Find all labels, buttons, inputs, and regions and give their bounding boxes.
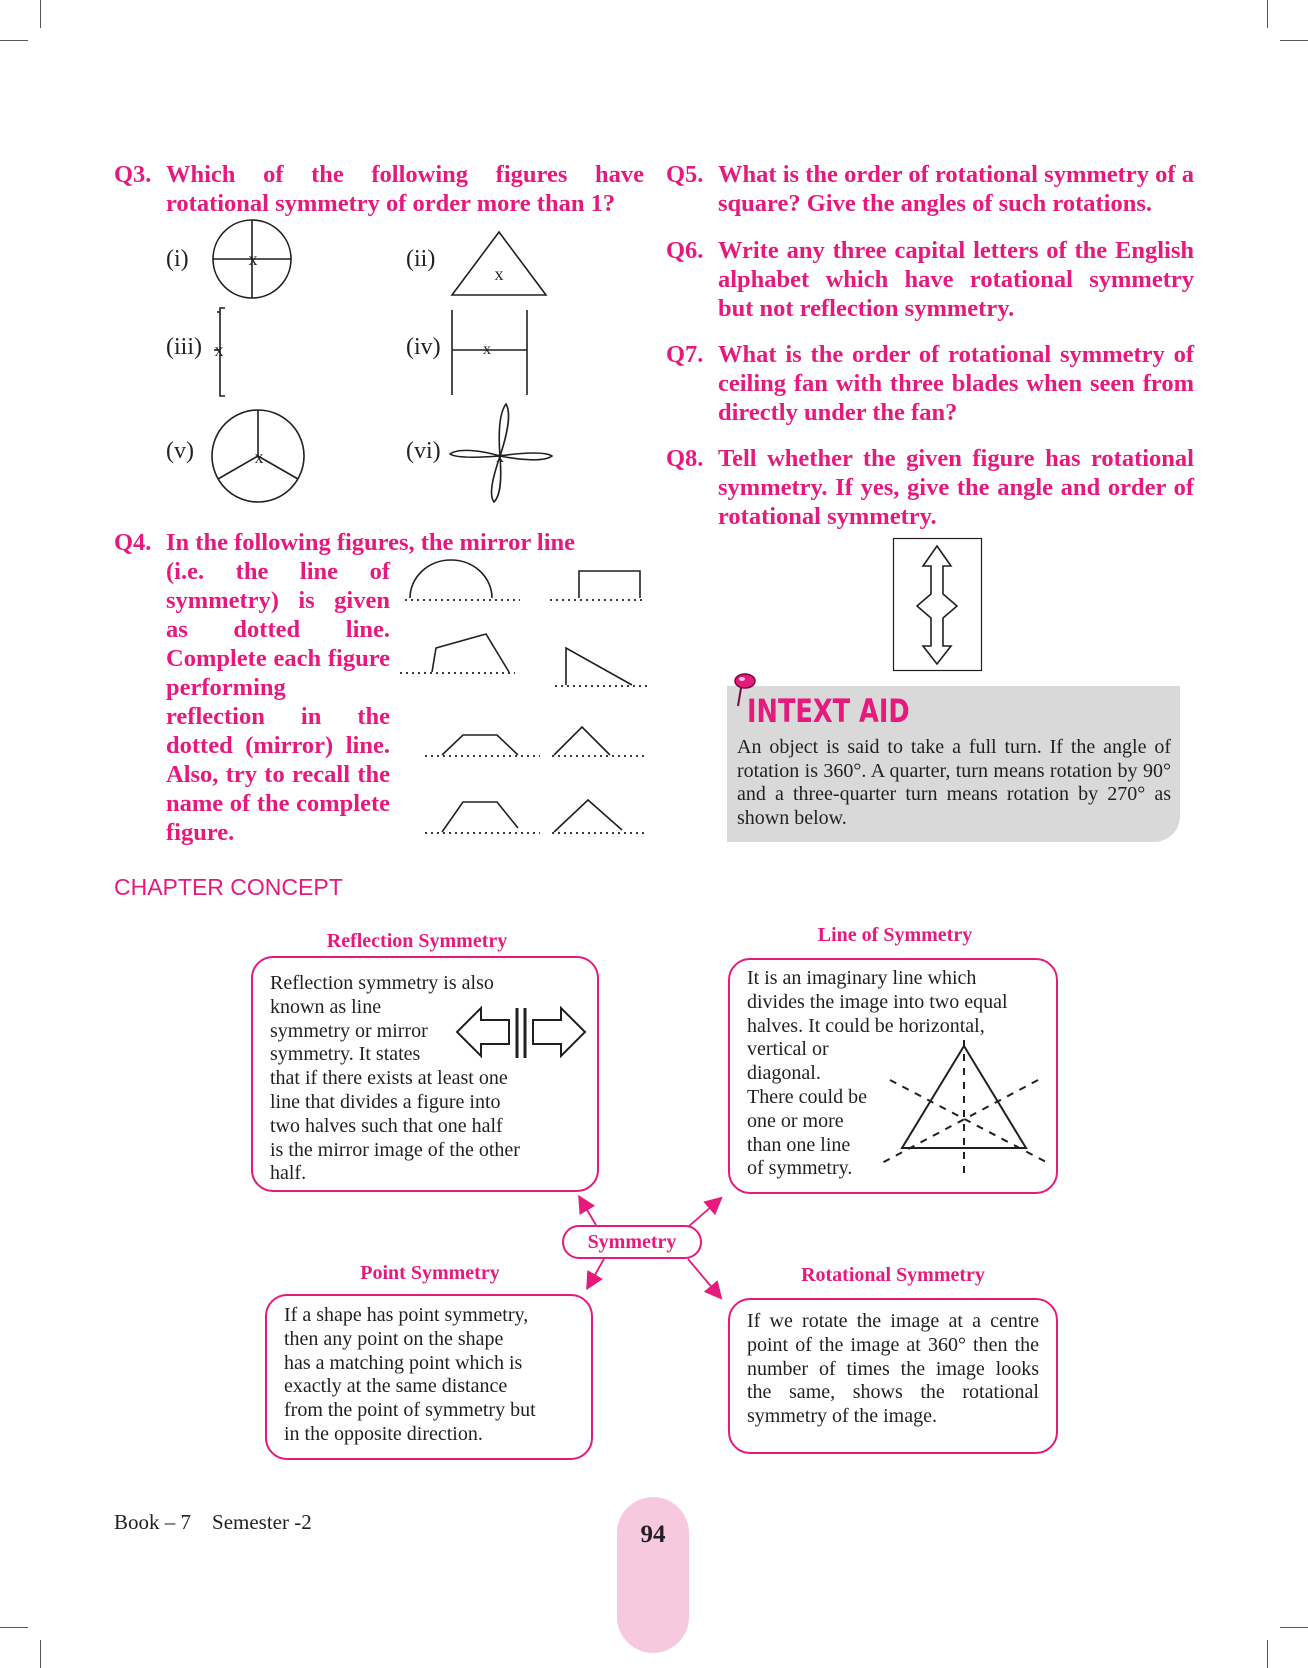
symmetry-center-label: Symmetry xyxy=(587,1231,677,1253)
question-number: Q4. xyxy=(114,529,152,556)
reflection-symmetry-text: Reflection symmetry is also known as line symmetry or mirror symmetry. It states that if there exists at least one line that divides a figure into two halves such that one half is the mirror image of the other half. xyxy=(270,972,520,1185)
center-mark: x xyxy=(496,449,504,466)
page-number: 94 xyxy=(640,1521,666,1548)
point-symmetry-title: Point Symmetry xyxy=(360,1262,500,1284)
question-text-line1: In the following figures, the mirror line xyxy=(166,529,575,556)
center-mark: x xyxy=(483,341,491,358)
center-mark: x xyxy=(254,447,264,467)
point-symmetry-text: If a shape has point symmetry, then any point on the shape has a matching point which is exactly at the same distance from the point of symmetry but in the opposite direction. xyxy=(284,1304,536,1445)
line-of-symmetry-title: Line of Symmetry xyxy=(817,924,973,946)
rotational-symmetry-box xyxy=(728,1298,1058,1454)
center-mark: x xyxy=(494,264,504,284)
question-number: Q8. xyxy=(666,445,704,472)
question-text: Tell whether the given figure has rotational symmetry. If yes, give the angle and order of rotational symmetry. xyxy=(718,445,1194,530)
question-text: What is the order of rotational symmetry of ceiling fan with three blades when seen from directly under the fan? xyxy=(718,341,1194,426)
question-number: Q3. xyxy=(114,161,152,188)
point-symmetry-box xyxy=(265,1294,593,1460)
chapter-concept-heading: CHAPTER CONCEPT xyxy=(114,874,343,900)
question-text: What is the order of rotational symmetry of a square? Give the angles of such rotations. xyxy=(718,161,1194,217)
reflection-symmetry-title: Reflection Symmetry xyxy=(326,930,508,952)
center-mark: x xyxy=(248,249,258,269)
rotational-symmetry-title: Rotational Symmetry xyxy=(801,1264,985,1286)
figure-label-iv: (iv) xyxy=(406,334,441,360)
question-text: Write any three capital letters of the English alphabet which have rotational symmetry but not reflection symmetry. xyxy=(718,237,1194,322)
rotational-symmetry-text: If we rotate the image at a centre point of the image at 360° then the number of times the image looks the same, shows the rotational symmetry of the image. xyxy=(747,1310,1039,1428)
figure-label-i: (i) xyxy=(166,246,189,272)
intext-aid-title: INTEXT AID xyxy=(747,692,910,730)
intext-aid-text: An object is said to take a full turn. If the angle of rotation is 360°. A quarter, turn means rotation by 90° and a three-quarter turn means rotation by 270° as shown below. xyxy=(737,736,1171,829)
footer-book: Book – 7 Semester -2 xyxy=(114,1510,312,1534)
question-q4-text: (i.e. the line of symmetry) is given as dotted line. Complete each figure performing reflection in the dotted (mirror) line. Also, try to recall the name of the complete figure. xyxy=(166,558,390,846)
question-number: Q6. xyxy=(666,237,704,264)
figure-label-vi: (vi) xyxy=(406,438,441,464)
center-mark: x xyxy=(214,340,224,360)
figure-label-ii: (ii) xyxy=(406,246,436,272)
figure-label-v: (v) xyxy=(166,438,194,464)
question-text: Which of the following figures have rotational symmetry of order more than 1? xyxy=(166,161,644,217)
question-number: Q5. xyxy=(666,161,704,188)
question-number: Q7. xyxy=(666,341,704,368)
line-of-symmetry-text: It is an imaginary line which divides the image into two equal halves. It could be horizontal, vertical or diagonal. There could be one or more than one line of symmetry. xyxy=(747,967,1008,1180)
figure-label-iii: (iii) xyxy=(166,334,202,360)
page-number-tab xyxy=(617,1497,689,1653)
